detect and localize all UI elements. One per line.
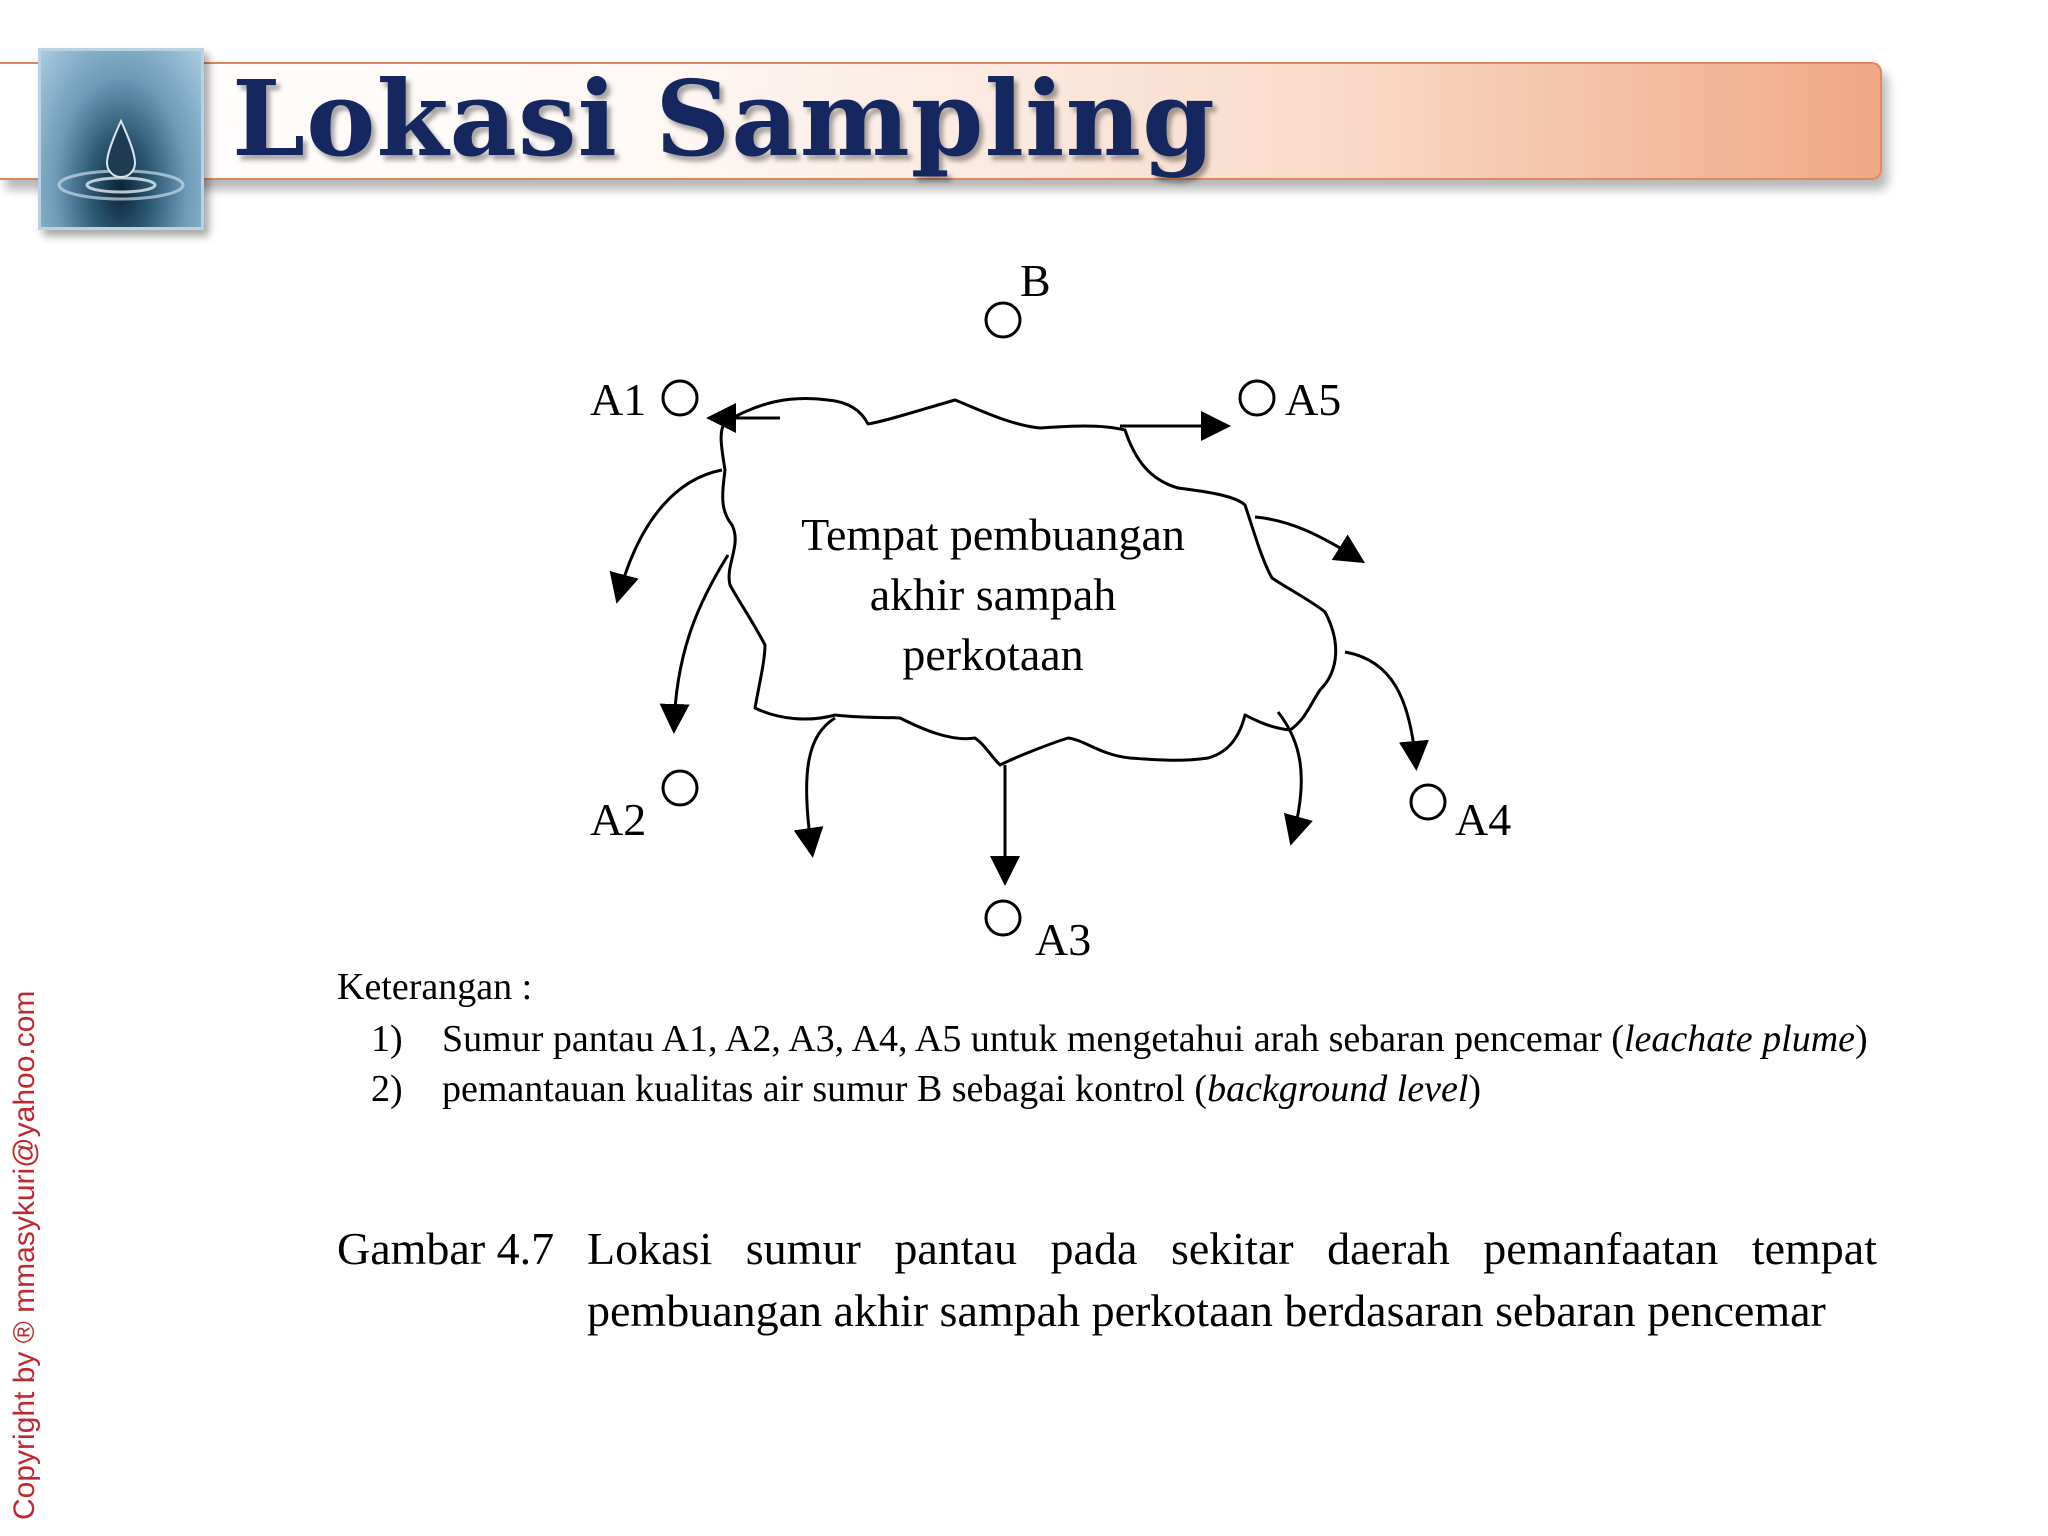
site-label-line-2: akhir sampah (869, 569, 1117, 620)
legend-title: Keterangan : (337, 966, 533, 1008)
arrow-upper-left (618, 470, 722, 598)
arrow-upper-right (1255, 517, 1360, 560)
legend-item-number: 2) (371, 1068, 403, 1110)
well-a3-label: A3 (1035, 914, 1092, 965)
arrow-lower-right (1278, 712, 1301, 840)
caption-label: Gambar 4.7 (337, 1223, 555, 1274)
well-b (986, 303, 1020, 337)
well-a1-label: A1 (590, 374, 647, 425)
legend (337, 962, 1877, 1114)
site-label-line-3: perkotaan (902, 629, 1084, 680)
site-label-line-1: Tempat pembuangan (801, 509, 1185, 560)
arrow-to-a2 (674, 555, 728, 728)
well-a5-label: A5 (1285, 374, 1342, 425)
arrow-to-a4 (1345, 652, 1416, 765)
copyright-notice: Copyright by ® mmasykuri@yahoo.com (8, 990, 41, 1520)
well-a1 (663, 381, 697, 415)
well-a4-label: A4 (1455, 794, 1512, 845)
well-a2 (663, 771, 697, 805)
arrow-lower-left (807, 718, 835, 852)
well-a4 (1411, 785, 1445, 819)
well-a5 (1240, 381, 1274, 415)
legend-item (337, 1014, 1877, 1064)
well-a3 (986, 901, 1020, 935)
page-title: Lokasi Sampling (232, 57, 1216, 180)
caption-text: Lokasi sumur pantau pada sekitar daerah pemanfaatan tempat pembuangan akhir sampah perkotaan berdasaran sebaran pencemar (587, 1223, 1877, 1336)
well-a2-label: A2 (590, 794, 647, 845)
legend-item-end: ) (1468, 1068, 1482, 1110)
legend-item-italic: leachate plume (1623, 1018, 1856, 1060)
legend-item-italic: background level (1207, 1068, 1469, 1110)
well-b-label: B (1020, 255, 1051, 306)
figure-caption (337, 1218, 1877, 1342)
legend-item (337, 1064, 1877, 1114)
legend-item-end: ) (1855, 1018, 1868, 1060)
legend-item-text: pemantauan kualitas air sumur B sebagai kontrol ( (442, 1068, 1208, 1110)
legend-item-text: Sumur pantau A1, A2, A3, A4, A5 untuk mengetahui arah sebaran pencemar ( (442, 1018, 1624, 1060)
legend-item-number: 1) (371, 1018, 403, 1060)
